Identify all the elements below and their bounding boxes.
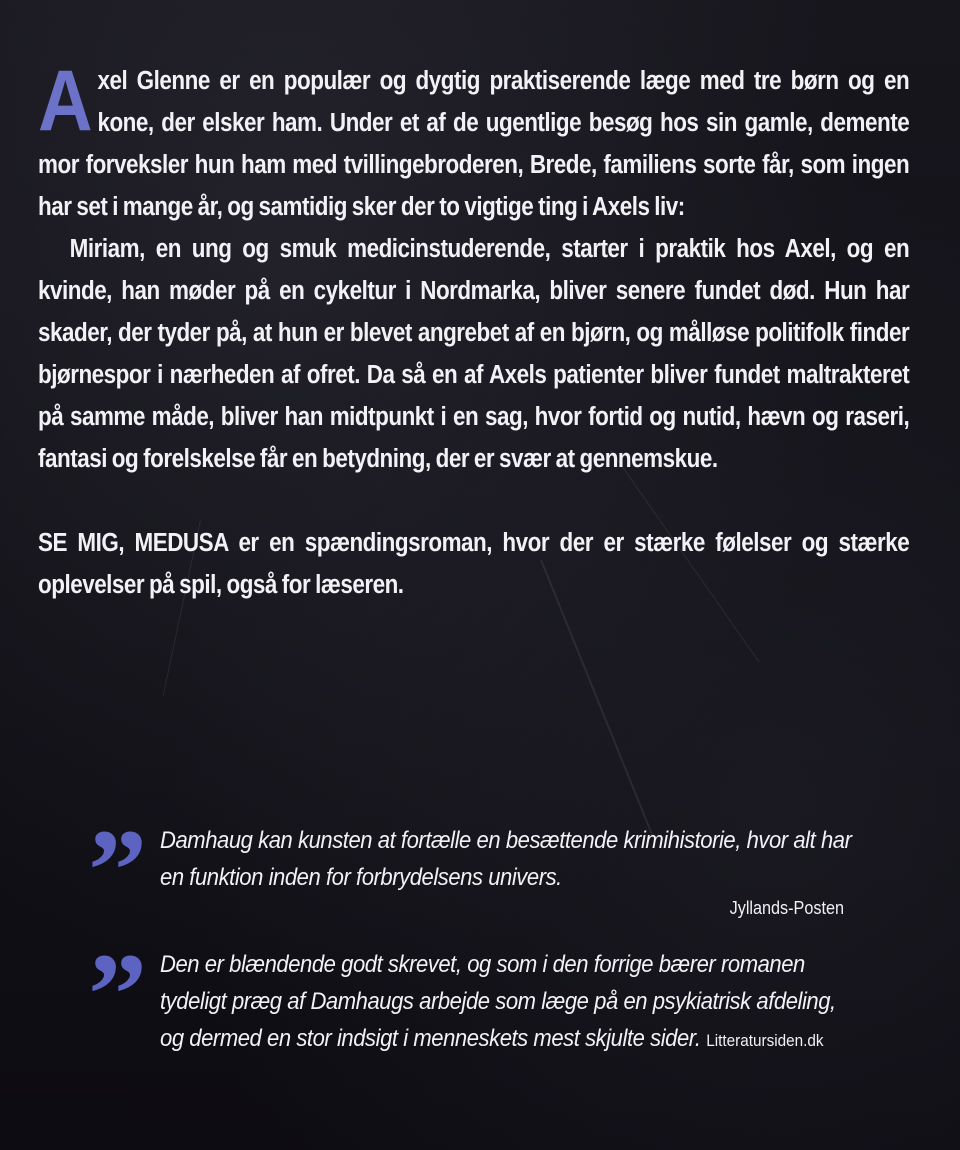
review-quote-text: Damhaug kan kunsten at fortælle en besættende krimihistorie, hvor alt har en funktion inden for forbrydelsens univers. <box>160 827 852 891</box>
drop-cap: A <box>38 53 93 149</box>
review-quote-text-block <box>160 822 862 920</box>
quote-mark-icon: ” <box>88 805 147 936</box>
blurb-paragraph-1-text: xel Glenne er en populær og dygtig praktiserende læge med tre børn og en kone, der elsker ham. Under et af de ugentlige besøg hos sin gamle, demente mor forveksler hun ham med tvillingebroderen, Brede, familiens sorte får, som ingen har set i mange år, og samtidig sker der to vigtige ting i Axels liv: <box>38 67 910 221</box>
blurb-paragraph-3: SE MIG, MEDUSA er en spændingsroman, hvor der er stærke følelser og stærke oplevelser på spil, også for læseren. <box>38 529 910 599</box>
review-quote <box>88 929 888 1060</box>
review-quote-text: Den er blændende godt skrevet, og som i den forrige bærer romanen tydeligt præg af Damhaugs arbejde som læge på en psykiatrisk afdeling, og dermed en stor indsigt i menneskets mest skjulte sider. <box>160 951 836 1052</box>
review-quote-text-block <box>160 946 862 1059</box>
review-quote <box>88 805 888 936</box>
review-source: Litteratursiden.dk <box>706 1031 824 1050</box>
blurb-paragraph-2: Miriam, en ung og smuk medicinstuderende, starter i praktik hos Axel, og en kvinde, han møder på en cykeltur i Nordmarka, bliver senere fundet død. Hun har skader, der tyder på, at hun er blevet angrebet af en bjørn, og målløse politifolk finder bjørnespor i nærheden af ofret. Da så en af Axels patienter bliver fundet maltrakteret på samme måde, bliver han midtpunkt i en sag, hvor fortid og nutid, hævn og raseri, fantasi og forelskelse får en betydning, der er svær at gennemskue. <box>38 235 910 473</box>
blurb-text <box>38 53 910 606</box>
review-quotes <box>88 805 888 1085</box>
quote-mark-icon: ” <box>88 929 147 1060</box>
blurb-paragraph-1 <box>38 53 910 228</box>
review-source: Jyllands-Posten <box>729 898 844 918</box>
